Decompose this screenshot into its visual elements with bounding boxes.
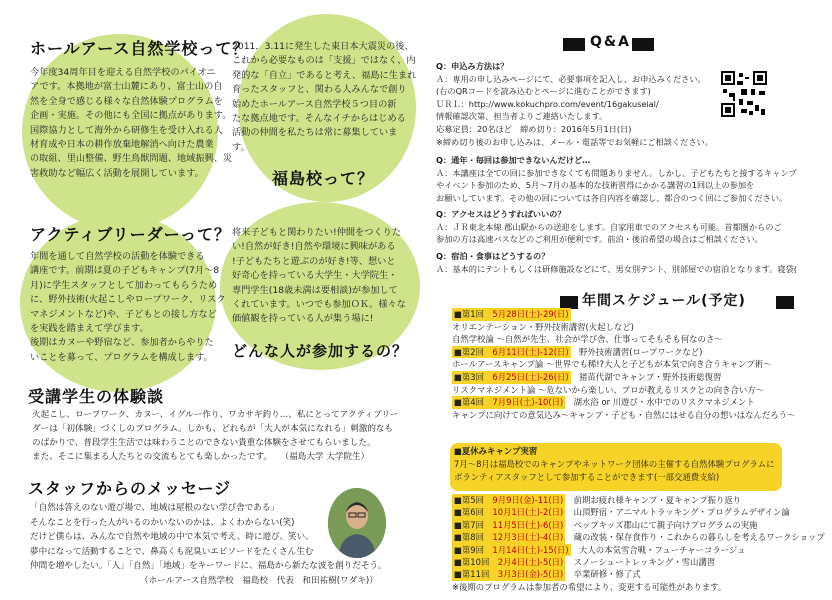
staff-text: 「自然は答えのない遊び場で、地域は屋根のない学び舎である」 そんなことを行った人がいるのかいないのかは、よくわからない(笑) だけど僕らは、みんなで自然や地域の中で本気で考え、時に遊び、笑い、 夢中になって活動することで、鼻高くも泥臭いエピソードをたくさん生む 仲間を増やしたい。「人」「自然」「地域」をキーワードに、福島から新たな波を創りだそう。 （ホールアース自然学校 福島校 代表 和田祐樹(ワダキ)） — [30, 503, 387, 586]
schedule-row-9: ■第9回 1月14日(土)-15(日) 大人の本気雪合戦・フューチャーコラージュ — [454, 544, 746, 555]
schedule-row-3: ■第3回 6月25日(土)-26(日) 猪苗代湖でキャンプ・野外技術総復習 — [454, 371, 722, 382]
schedule-row-11: ■第11回 3月3日(金)-5(日) 卒業研修・修了式 — [454, 569, 641, 580]
who-joins-text: 将来子どもと関わりたい!仲間をつくりた い!自然が好き!自然や環境に興味がある !子どもたちと遊ぶのが好き!等、想いと 好奇心を持っている大学生・大学院生・ 専門学生(18歳未満は要相談)が参加して くれています。いつでも参加ＯＫ。様々な 価値観を持っている人が集う場に! — [232, 227, 406, 325]
staff-heading: スタッフからのメッセージ — [28, 479, 232, 498]
summer-camp-box: ■夏休みキャンプ実習 7月〜8月は福島校でのキャンプやネットワーク団体の主催する自然体験プログラムに ボランティアスタッフとして参加することができます(一部交通費支給) — [450, 443, 782, 491]
whole-earth-heading: ホールアース自然学校って？ — [30, 39, 250, 58]
whole-earth-text: 今年度34周年目を迎える自然学校のパイオニ アです。本拠地が富士山麓にあり、富士山の自 然を全身で感じる様々な自然体験プログラムを 企画・実施。その他にも全国に拠点があります。 国際協力として海外から研修生を受け入れる人 材育成や日本の耕作放棄地解消へ向けた農業 の取組、里山整備、野生鳥獣問題、地域振興、災 害救助など幅広く活動を展開しています。 — [30, 67, 233, 179]
schedule-note: ※後期のプログラムは参加者の希望により、変更する可能性があります。 — [452, 581, 727, 592]
schedule-list-first: ■第1回 5月28日(土)-29(日) オリエンテーション・野外技術講習(火起しなど) 自然学校論 〜自然が先生、社会が学び舎、仕事ってそもそも何なのさ〜 ■第2回 6月11日(土)-12(日) 野外技術講習(ロープワークなど) ホールアースキャンプ論 〜世界でも稀!?大人と子どもが本気で向き合うキャンプ術〜 ■第3回 6月25日(土)-26(日) 猪苗代湖でキャンプ・野外技術総復習 リスクマネジメント論 〜危ないから楽しい、プロが教えるリスクとの向き合い方〜 ■第4回 7月9日(土)-10(日) 湖水浴 or 川遊び・水中でのリスクマネジメント キャンプに向けての意気込み〜キャンプ・子ども・自然にはせる自分の想いはなんだろう〜 — [452, 308, 824, 421]
fukushima-heading: 福島校って？ — [272, 169, 375, 188]
qa-item-attendance: Q：通年・毎回は参加できないんだけど… Ａ：本講座は全ての回に参加できなくても問題ありません。しかし、子どもたちと接するキャンプ やイベント参加のため、5月〜7月の基本的な技術習得にかかる講習の1回以上の参加を お願いしています。その他の回については各自内容を確認し、都合のつく回にご参加ください。 — [436, 155, 797, 203]
qa-item-access: Q：アクセスはどうすればいいの？ Ａ：ＪＲ東北本線 郡山駅からの送迎をします。自家用車でのアクセスも可能。首都圏からのご 参加の方は高速バスなどのご利用が便利です。前泊・後泊希望の場合はご相談ください。 — [436, 209, 782, 245]
student-heading: 受講学生の体験談 — [28, 387, 165, 406]
qa-item-lodging: Q：宿泊・食事はどうするの？ Ａ：基本的にテントもしくは研修施設などにて、男女別テント、別部屋での宿泊となります。寝袋( — [436, 251, 798, 274]
schedule-row-6: ■第6回 10月1日(土)-2(日) 山頂野宿・アニマルトラッキング・プログラムデザイン論 — [454, 507, 790, 518]
qa-bar-left — [563, 38, 585, 51]
who-joins-heading: どんな人が参加するの？ — [232, 342, 409, 360]
qa-item-apply: Q：申込み方法は？ Ａ：専用の申し込みページにて、必要事項を記入し、お申込みください。 (右のQRコードを読み込むとページに進むことができます) ＵＲＬ：http://www.kokuchpro.com/event/16gakuseial/ 情報確認次第、担当者よりご連絡いたします。 応募定員：20名ほど 締め切り：2016年5月1日(日) ※締め切り後のお申し込みは、メール・電話等でお気軽にご相談ください。 — [436, 61, 713, 147]
schedule-row-2: ■第2回 6月11日(土)-12(日) 野外技術講習(ロープワークなど) — [454, 346, 703, 357]
qa-bar-right — [632, 38, 654, 51]
schedule-heading: 年間スケジュール(予定) — [582, 293, 746, 309]
staff-photo — [328, 488, 386, 558]
schedule-row-7: ■第7回 11月5日(土)-6(日) ペップキッズ郡山にて親子向けプログラムの実施 — [454, 519, 758, 530]
schedule-row-4: ■第4回 7月9日(土)-10(日) 湖水浴 or 川遊び・水中でのリスクマネジメント — [454, 397, 755, 408]
active-leader-text: 年間を通して自然学校の活動を体験できる 講座です。前期は夏の子どもキャンプ(7月〜8 月)に学生スタッフとして加わってもらうため に、野外技術(火起こしやロープワーク、リスク マネジメントなど)や、子どもとの接し方など を実践を踏まえて学びます。 後期はカヌーや野宿など、参加者からやりた いことを募って、プログラムを構成します。 — [30, 251, 226, 363]
schedule-row-1: ■第1回 5月28日(土)-29(日) — [454, 309, 569, 319]
fukushima-text: 2011．3.11に発生した東日本大震災の後、 これから必要なものは「支援」ではなく、内 発的な「自立」であると考え、福島に生まれ 育ったスタッフと、関わる人みんなで創り 始めたホールアース自然学校５つ目の新 たな拠点地です。そんなイチからはじめる 活動の仲間を私たちは常に募集していま す。 — [232, 41, 417, 153]
active-leader-heading: アクティブリーダーって？ — [30, 225, 231, 244]
qa-heading: Q&A — [590, 34, 631, 50]
schedule-list-second — [452, 494, 824, 593]
student-text: 火起こし、ロープワーク、カヌー、イグルー作り、ワカサギ釣り…、私にとってアクティブリー ダーは「初体験」づくしのプログラム。しかも、どれもが「大人が本気になれる」刺激的なも のばかりで、普段学生生活では味わうことのできない貴重な体験をさせてもらいました。 また、そこに集まる人たちとの交流もとても楽しかったです。 （福島大学 大学院生） — [32, 410, 399, 462]
qr-code[interactable] — [721, 71, 767, 117]
schedule-row-5: ■第5回 9月9日(金)-11(日) 前期お疲れ様キャンプ・夏キャンプ振り返り — [454, 495, 742, 505]
schedule-row-8: ■第8回 12月3日(土)-4(日) 蔵の改装・保存食作り・これからの暮らしを考えるワークショップ — [454, 532, 825, 543]
schedule-row-10: ■第10回 2月4日(土)-5(日) スノーシュートレッキング・雪山講習 — [454, 557, 716, 568]
